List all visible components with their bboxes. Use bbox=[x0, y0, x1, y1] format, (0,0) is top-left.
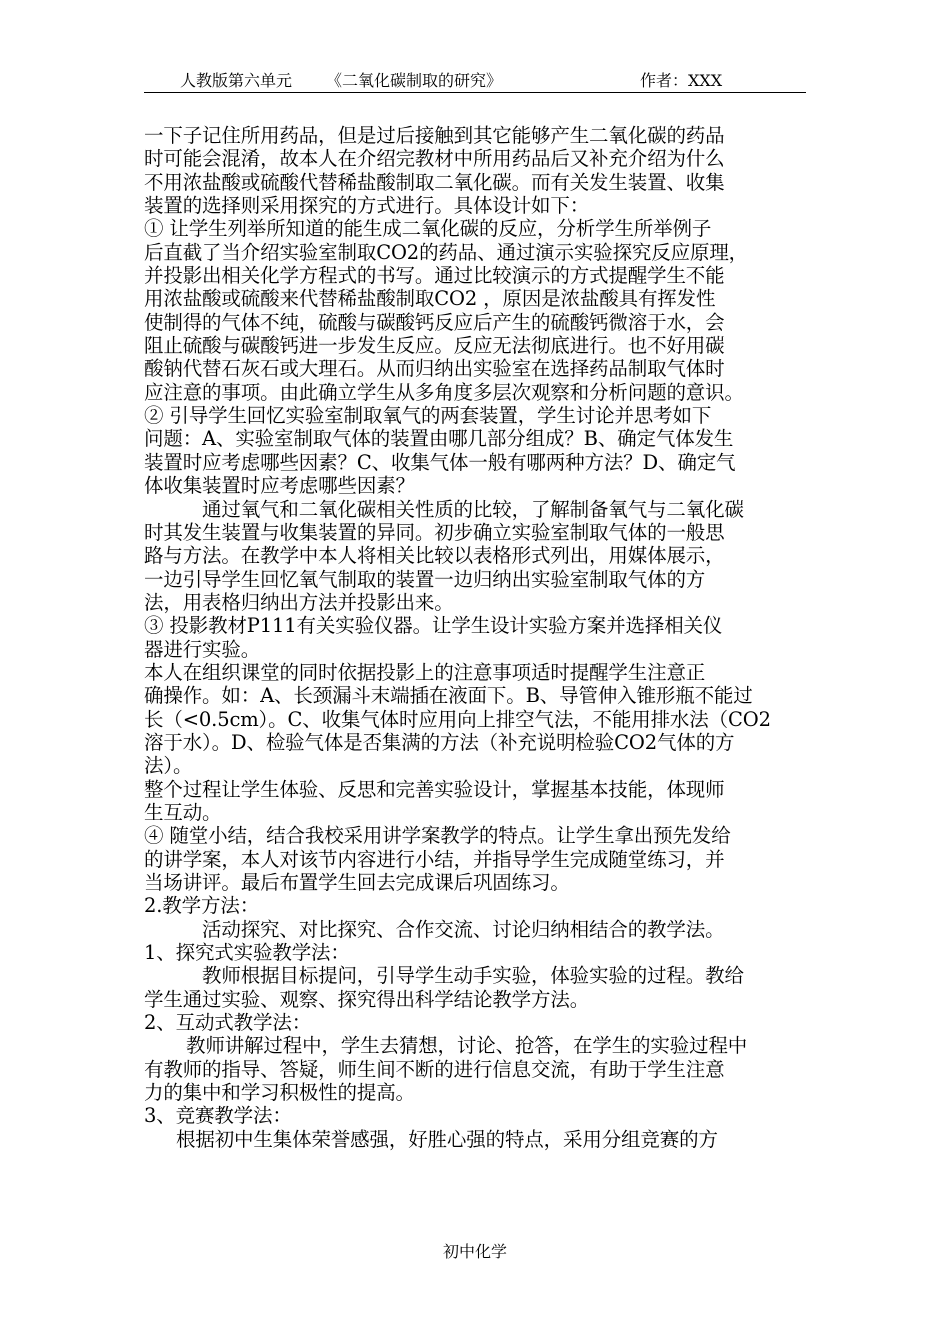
header-author: 作者：XXX bbox=[640, 71, 723, 90]
text-line: 整个过程让学生体验、反思和完善实验设计，掌握基本技能，体现师 bbox=[144, 777, 725, 801]
text-line: ③ 投影教材P111有关实验仪器。让学生设计实验方案并选择相关仪 bbox=[144, 614, 723, 638]
header-course: 人教版第六单元 bbox=[180, 71, 293, 90]
text-line: 一边引导学生回忆氧气制取的装置一边归纳出实验室制取气体的方 bbox=[144, 567, 706, 591]
text-line: 本人在组织课堂的同时依据投影上的注意事项适时提醒学生注意正 bbox=[144, 660, 706, 684]
text-line: 活动探究、对比探究、合作交流、讨论归纳相结合的教学法。 bbox=[202, 917, 725, 941]
text-line: 酸钠代替石灰石或大理石。从而归纳出实验室在选择药品制取气体时 bbox=[144, 357, 725, 381]
text-line: 溶于水）。D、检验气体是否集满的方法（补充说明检验CO2气体的方 bbox=[144, 730, 735, 754]
text-line: 装置时应考虑哪些因素？C、收集气体一般有哪两种方法？D、确定气 bbox=[144, 450, 736, 474]
text-line: 3、竞赛教学法： bbox=[144, 1104, 292, 1128]
text-line: 教师根据目标提问，引导学生动手实验，体验实验的过程。教给 bbox=[202, 964, 744, 988]
text-line: 体收集装置时应考虑哪些因素？ bbox=[144, 474, 415, 498]
text-line: 并投影出相关化学方程式的书写。通过比较演示的方式提醒学生不能 bbox=[144, 264, 725, 288]
text-line: 时可能会混淆，故本人在介绍完教材中所用药品后又补充介绍为什么 bbox=[144, 147, 725, 171]
text-line: 应注意的事项。由此确立学生从多角度多层次观察和分析问题的意识。 bbox=[144, 380, 744, 404]
text-line: 法）。 bbox=[144, 754, 193, 778]
text-line: 器进行实验。 bbox=[144, 637, 261, 661]
text-line: 装置的选择则采用探究的方式进行。具体设计如下： bbox=[144, 194, 590, 218]
text-line: 2.教学方法： bbox=[144, 894, 260, 918]
text-line: 一下子记住所用药品，但是过后接触到其它能够产生二氧化碳的药品 bbox=[144, 124, 725, 147]
text-line: 时其发生装置与收集装置的异同。初步确立实验室制取气体的一般思 bbox=[144, 520, 725, 544]
text-line: 教师讲解过程中，学生去猜想，讨论、抢答，在学生的实验过程中 bbox=[186, 1034, 748, 1058]
text-line: 不用浓盐酸或硫酸代替稀盐酸制取二氧化碳。而有关发生装置、收集 bbox=[144, 170, 725, 194]
text-line: ② 引导学生回忆实验室制取氧气的两套装置，学生讨论并思考如下 bbox=[144, 404, 712, 428]
text-line: 后直截了当介绍实验室制取CO2的药品、通过演示实验探究反应原理， bbox=[144, 240, 749, 264]
text-line: ④ 随堂小结，结合我校采用讲学案教学的特点。让学生拿出预先发给 bbox=[144, 824, 731, 848]
text-line: ① 让学生列举所知道的能生成二氧化碳的反应，分析学生所举例子 bbox=[144, 217, 712, 241]
page-header bbox=[144, 66, 806, 93]
document-body bbox=[144, 124, 806, 1151]
text-line: 路与方法。在教学中本人将相关比较以表格形式列出，用媒体展示， bbox=[144, 544, 725, 568]
text-line: 用浓盐酸或硫酸来代替稀盐酸制取CO2 ，原因是浓盐酸具有挥发性 bbox=[144, 287, 716, 311]
text-line: 确操作。如：A、长颈漏斗末端插在液面下。B、导管伸入锥形瓶不能过 bbox=[144, 684, 753, 708]
text-line: 力的集中和学习积极性的提高。 bbox=[144, 1081, 415, 1105]
text-line: 有教师的指导、答疑，师生间不断的进行信息交流，有助于学生注意 bbox=[144, 1057, 725, 1081]
text-line: 的讲学案，本人对该节内容进行小结，并指导学生完成随堂练习，并 bbox=[144, 847, 725, 871]
page-footer: 初中化学 bbox=[442, 1242, 507, 1261]
text-line: 当场讲评。最后布置学生回去完成课后巩固练习。 bbox=[144, 871, 570, 894]
text-line: 法，用表格归纳出方法并投影出来。 bbox=[144, 590, 454, 614]
text-line: 根据初中生集体荣誉感强，好胜心强的特点，采用分组竞赛的方 bbox=[176, 1127, 718, 1151]
header-title: 《二氧化碳制取的研究》 bbox=[326, 71, 503, 90]
text-line: 阻止硫酸与碳酸钙进一步发生反应。反应无法彻底进行。也不好用碳 bbox=[144, 334, 725, 358]
text-line: 学生通过实验、观察、探究得出科学结论教学方法。 bbox=[144, 987, 590, 1011]
text-line: 1、探究式实验教学法： bbox=[144, 941, 350, 965]
text-line: 使制得的气体不纯，硫酸与碳酸钙反应后产生的硫酸钙微溶于水，会 bbox=[144, 310, 725, 334]
text-line: 问题：A、实验室制取气体的装置由哪几部分组成？B、确定气体发生 bbox=[144, 427, 734, 451]
text-line: 生互动。 bbox=[144, 800, 222, 824]
text-line: 2、互动式教学法： bbox=[144, 1011, 312, 1035]
text-line: 通过氧气和二氧化碳相关性质的比较，了解制备氧气与二氧化碳 bbox=[202, 497, 744, 521]
text-line: 长（<0.5cm）。C、收集气体时应用向上排空气法，不能用排水法（CO2 bbox=[144, 707, 771, 731]
